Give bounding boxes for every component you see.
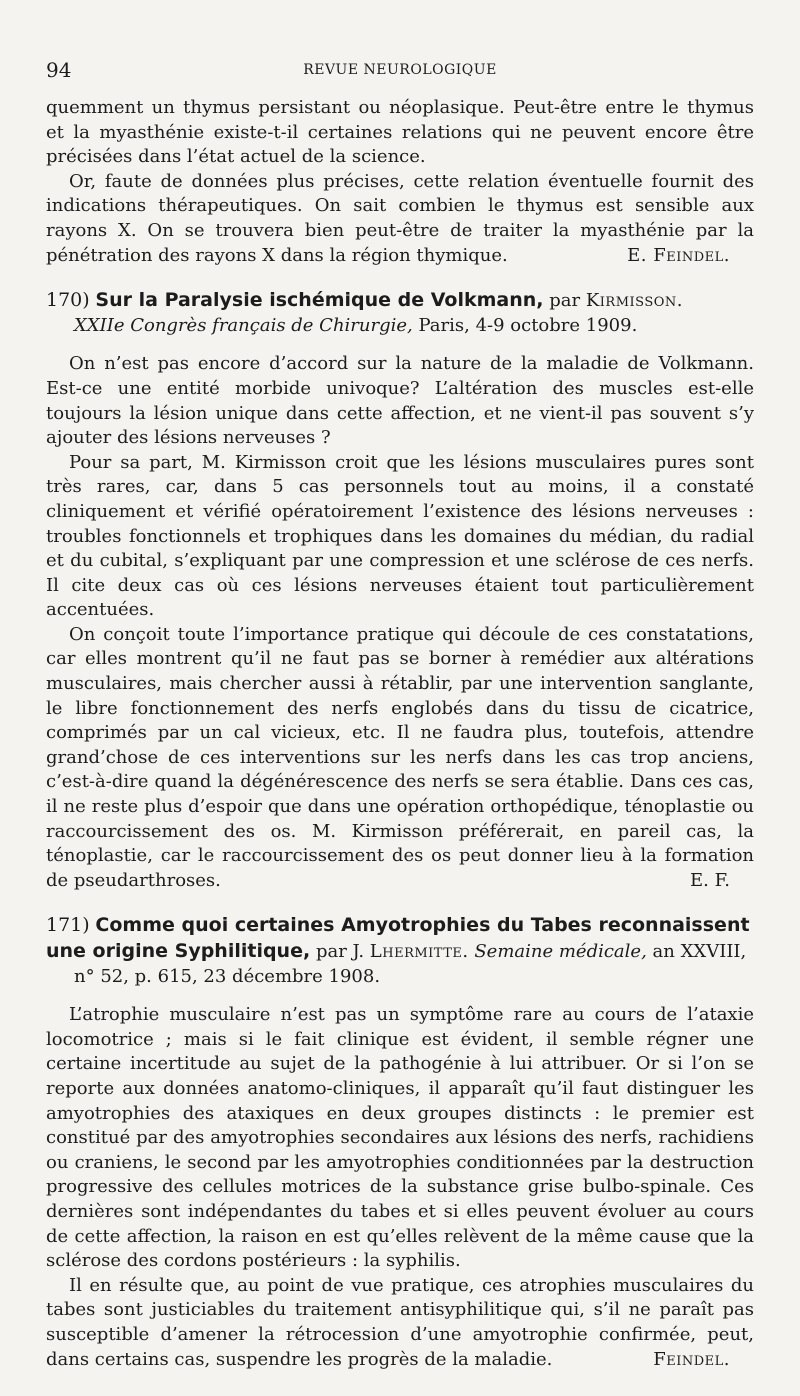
entry-by: par J.	[315, 941, 365, 962]
signature: E. Feindel.	[627, 244, 730, 266]
paragraph: L’atrophie musculaire n’est pas un symptôme rare au cours de l’ataxie locomotrice ; mais si le fait clinique est évident, il semble régner une certaine incertitude au sujet de la pathogénie à lui attribuer. Or si l’on se reporte aux données anatomo-cliniques, il apparaît qu’il faut distinguer les amyotrophies des ataxiques en deux groupes distincts : le premier est constitué par des amyotrophies secondaires aux lésions des nerfs, rachidiens ou craniens, le second par les amyotrophies conditionnées par la destruction progressive des cellules motrices de la substance grise bulbo-spinale. Ces dernières sont indépendantes du tabes et si elles peuvent évoluer au cours de cette affection, la raison en est qu’elles relèvent de la même cause que la sclérose des cordons postérieurs : la syphilis.	[46, 1004, 754, 1272]
paragraph: On conçoit toute l’importance pratique qui découle de ces constatations, car elles montrent qu’il ne faut pas se borner à remédier aux altérations musculaires, mais chercher aussi à rétablir, par une intervention sanglante, le libre fonctionnement des nerfs englobés dans du tissu de cicatrice, comprimés par un cal vicieux, etc. Il ne faudra plus, toutefois, attendre grand’chose de ces interventions sur les nerfs dans les cas trop anciens, c’est-à-dire quand la dégénérescence des nerfs se sera établie. Dans ces cas, il ne reste plus d’espoir que dans une opération orthopédique, ténoplastie ou raccourcissement des os. M. Kirmisson préférerait, en pareil cas, la ténoplastie, car le raccourcissement des os peut donner lieu à la formation de pseudarthroses. E. F.	[46, 623, 754, 894]
entry-number: 171)	[46, 914, 90, 937]
paragraph: Or, faute de données plus précises, cette relation éventuelle fournit des indications thérapeutiques. On sait combien le thymus est sensible aux rayons X. On se trouvera bien peut-être de traiter la myasthénie par la pénétration des rayons X dans la région thymique. E. Feindel.	[46, 170, 754, 268]
entry-author: Kirmisson.	[585, 290, 683, 312]
article-body	[46, 96, 754, 1372]
signature: E. F.	[690, 869, 730, 891]
entry-volume: an XXVIII,	[652, 941, 747, 962]
entry-title: Sur la Paralysie ischémique de Volkmann,	[95, 289, 544, 312]
page-number: 94	[46, 58, 72, 82]
entry-issue: n° 52, p. 615, 23 décembre 1908.	[74, 965, 381, 987]
entry-by: par	[549, 290, 581, 312]
entry-title: Comme quoi certaines Amyotrophies du Tabes reconnaissent une origine Syphilitique,	[46, 914, 750, 962]
entry-number: 170)	[46, 289, 90, 312]
entry-source: Semaine médicale,	[474, 941, 647, 962]
paragraph: Il en résulte que, au point de vue pratique, ces atrophies musculaires du tabes sont justiciables du traitement antisyphilitique qui, s’il ne paraît pas susceptible d’amener la rétrocession d’une amyotrophie confirmée, peut, dans certains cas, suspendre les progrès de la maladie. Feindel.	[46, 1274, 754, 1372]
entry-heading-170	[46, 288, 754, 338]
paragraph: On n’est pas encore d’accord sur la nature de la maladie de Volkmann. Est-ce une entité morbide univoque? L’altération des muscles est-elle toujours la lésion unique dans cette affection, et ne vient-il pas souvent s’y ajouter des lésions nerveuses ?	[46, 353, 754, 449]
entry-source: XXIIe Congrès français de Chirurgie,	[74, 314, 413, 336]
entry-location-date: Paris, 4-9 octobre 1909.	[418, 314, 638, 336]
paragraph: quemment un thymus persistant ou néoplasique. Peut-être entre le thymus et la myasthénie existe-t-il certaines relations qui ne peuvent encore être précisées dans l’état actuel de la science.	[46, 97, 754, 168]
running-head	[46, 58, 754, 84]
paragraph: Pour sa part, M. Kirmisson croit que les lésions musculaires pures sont très rares, car, dans 5 cas personnels tout au moins, il a constaté cliniquement et vérifié opératoirement l’existence des lésions nerveuses : troubles fonctionnels et trophiques dans les domaines du médian, du radial et du cubital, s’expliquant par une compression et une sclérose de ces nerfs. Il cite deux cas où ces lésions nerveuses étaient tout particulièrement accentuées.	[46, 451, 754, 621]
entry-author: Lhermitte.	[369, 941, 469, 962]
running-title: REVUE NEUROLOGIQUE	[303, 62, 497, 78]
signature: Feindel.	[653, 1348, 730, 1370]
entry-heading-171	[46, 913, 754, 989]
